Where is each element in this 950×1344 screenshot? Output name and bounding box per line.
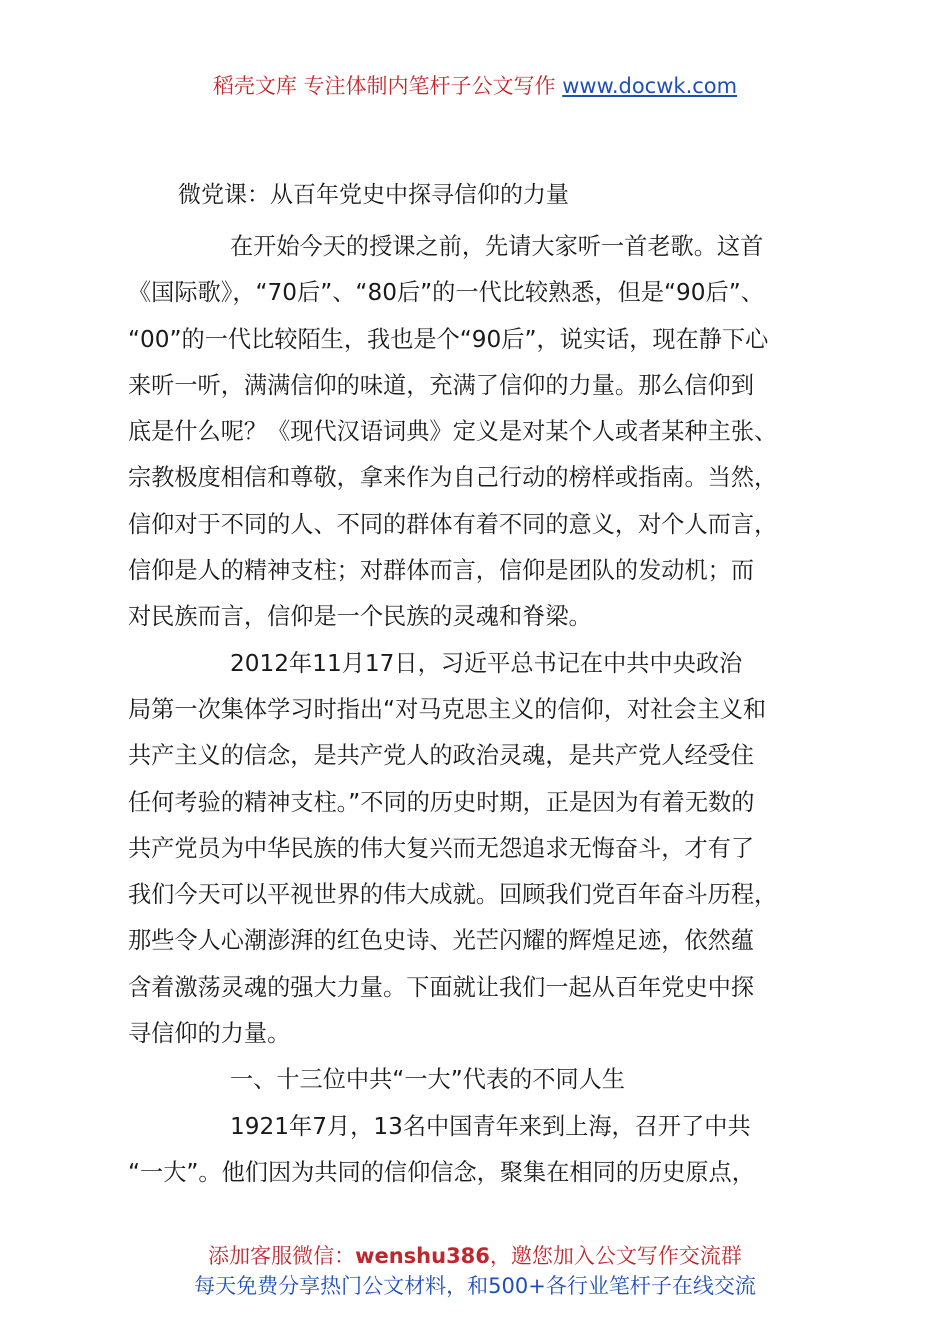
section-heading: 一、十三位中共“一大”代表的不同人生 (230, 1066, 626, 1094)
footer-wechat-line (0, 1240, 950, 1270)
paragraph-line: 底是什么呢？《现代汉语词典》定义是对某个人或者某种主张、 (128, 418, 778, 446)
paragraph-line: 共产党员为中华民族的伟大复兴而无怨追求无悔奋斗，才有了 (128, 834, 755, 862)
footer-prefix: 添加客服微信： (208, 1244, 356, 1268)
paragraph-line: 来听一听，满满信仰的味道，充满了信仰的力量。那么信仰到 (128, 371, 755, 399)
paragraph-line: 《国际歌》，“70后”、“80后”的一代比较熟悉，但是“90后”、 (128, 279, 764, 307)
paragraph-line: 信仰是人的精神支柱；对群体而言，信仰是团队的发动机；而 (128, 557, 755, 585)
paragraph-line: 局第一次集体学习时指出“对马克思主义的信仰，对社会主义和 (128, 695, 767, 723)
wechat-id: wenshu386 (355, 1244, 490, 1268)
paragraph-line: 宗教极度相信和尊敬，拿来作为自己行动的榜样或指南。当然， (128, 464, 778, 492)
paragraph-line: 寻信仰的力量。 (128, 1020, 291, 1048)
paragraph-line: 任何考验的精神支柱。”不同的历史时期，正是因为有着无数的 (128, 788, 755, 816)
site-link[interactable]: www.docwk.com (562, 74, 738, 98)
paragraph-line: 1921年7月，13名中国青年来到上海，召开了中共 (230, 1112, 751, 1140)
paragraph-line: 共产主义的信念，是共产党人的政治灵魂，是共产党人经受住 (128, 742, 755, 770)
footer-promo-line: 每天免费分享热门公文材料，和500+各行业笔杆子在线交流 (194, 1274, 756, 1298)
page-header (0, 70, 950, 100)
paragraph-line: 2012年11月17日，习近平总书记在中共中央政治 (230, 649, 743, 677)
paragraph-line: 对民族而言，信仰是一个民族的灵魂和脊梁。 (128, 603, 592, 631)
paragraph-line: 信仰对于不同的人、不同的群体有着不同的意义，对个人而言， (128, 510, 778, 538)
paragraph-line: 在开始今天的授课之前，先请大家听一首老歌。这首 (230, 233, 764, 260)
document-body (128, 224, 840, 1196)
paragraph-line: 含着激荡灵魂的强大力量。下面就让我们一起从百年党史中探 (128, 973, 755, 1001)
paragraph-line: “一大”。他们因为共同的信仰信念，聚集在相同的历史原点， (128, 1158, 755, 1186)
header-slogan: 稻壳文库 专注体制内笔杆子公文写作 (212, 74, 563, 98)
document-title: 微党课：从百年党史中探寻信仰的力量 (178, 182, 569, 208)
paragraph-line: 那些令人心潮澎湃的红色史诗、光芒闪耀的辉煌足迹，依然蕴 (128, 927, 755, 955)
footer-suffix: ，邀您加入公文写作交流群 (489, 1244, 742, 1268)
paragraph-line: 我们今天可以平视世界的伟大成就。回顾我们党百年奋斗历程， (128, 881, 778, 909)
paragraph-line: “00”的一代比较陌生，我也是个“90后”，说实话，现在静下心 (128, 325, 769, 353)
